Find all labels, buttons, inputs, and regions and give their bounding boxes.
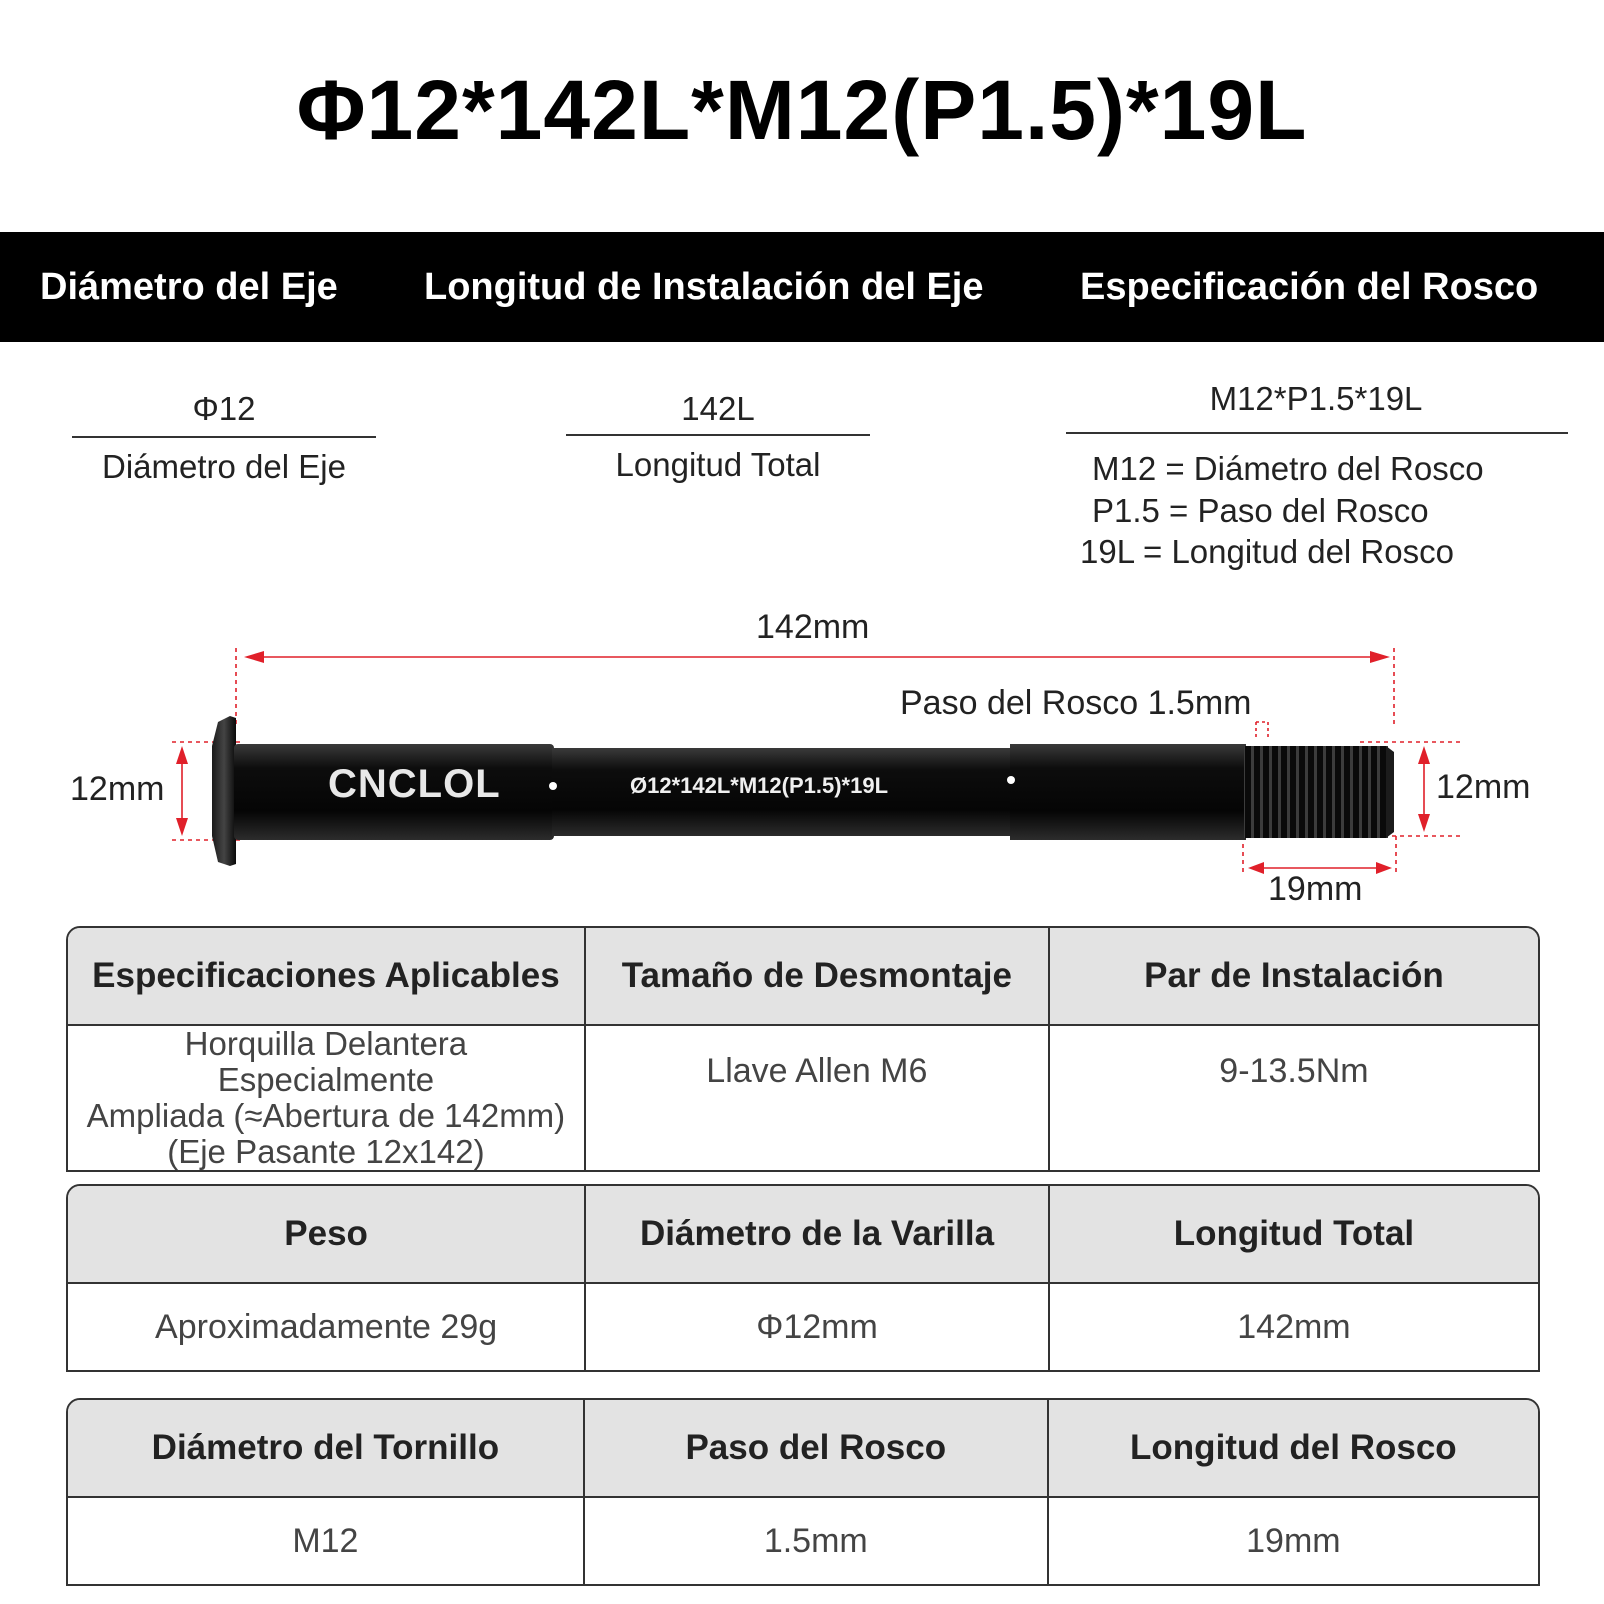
spec-thread-divider [1066,432,1568,434]
table1-header-applicable-specs: Especificaciones Aplicables [68,928,586,1026]
table3-cell-bolt-diameter: M12 [68,1498,585,1584]
table2-cell-rod-diameter: Φ12mm [586,1284,1050,1370]
table3-cell-thread-length: 19mm [1049,1498,1538,1584]
spec-table-applicable [66,926,1540,1172]
table2-cell-weight: Aproximadamente 29g [68,1284,586,1370]
spec-diameter-value: Φ12 [192,390,256,427]
spec-length-divider [566,434,870,436]
band-heading-axle-diameter: Diámetro del Eje [40,266,338,308]
spec-diameter-label: Diámetro del Eje [102,448,346,485]
table1-header-removal-size: Tamaño de Desmontaje [586,928,1050,1026]
brand-logo: CNCLOL [328,762,501,806]
table3-header-thread-pitch: Paso del Rosco [585,1400,1049,1498]
band-heading-thread-spec: Especificación del Rosco [1080,266,1539,308]
table3-cell-thread-pitch: 1.5mm [585,1498,1049,1584]
page-title: Φ12*142L*M12(P1.5)*19L [296,63,1308,157]
table2-header-rod-diameter: Diámetro de la Varilla [586,1186,1050,1284]
dimension-thread-diameter-label: 12mm [1436,768,1531,806]
spec-table-thread [66,1398,1540,1586]
table1-cell-applicable-line-2: Ampliada (≈Abertura de 142mm) [86,1097,566,1134]
spec-table-weight [66,1184,1540,1372]
table1-header-install-torque: Par de Instalación [1050,928,1538,1026]
table1-cell-applicable [68,1026,586,1170]
dimension-thread-pitch-label: Paso del Rosco 1.5mm [900,684,1252,722]
band-heading-install-length: Longitud de Instalación del Eje [424,266,984,308]
spec-diameter-divider [72,436,376,438]
header-band [0,232,1604,342]
table1-cell-removal-size: Llave Allen M6 [586,1026,1050,1170]
spec-thread-line-1: M12 = Diámetro del Rosco [1092,450,1484,487]
table1-cell-applicable-line-1: Horquilla Delantera Especialmente [184,1025,468,1098]
table1-cell-install-torque: 9-13.5Nm [1050,1026,1538,1170]
spec-length-value: 142L [681,390,755,427]
table3-header-thread-length: Longitud del Rosco [1049,1400,1538,1498]
spec-thread-value: M12*P1.5*19L [1209,380,1423,417]
spec-thread-line-3: 19L = Longitud del Rosco [1080,533,1454,570]
table2-cell-total-length: 142mm [1050,1284,1538,1370]
dimension-head-diameter-label: 12mm [70,770,165,808]
dimension-thread-length-label: 19mm [1268,870,1363,908]
dimension-total-length-label: 142mm [756,608,870,646]
axle-marking: Ø12*142L*M12(P1.5)*19L [630,773,889,798]
table1-cell-applicable-line-3: (Eje Pasante 12x142) [167,1133,485,1170]
spec-thread-line-2: P1.5 = Paso del Rosco [1092,492,1429,529]
table2-header-weight: Peso [68,1186,586,1284]
table2-header-total-length: Longitud Total [1050,1186,1538,1284]
spec-length-label: Longitud Total [615,446,821,483]
table3-header-bolt-diameter: Diámetro del Tornillo [68,1400,585,1498]
